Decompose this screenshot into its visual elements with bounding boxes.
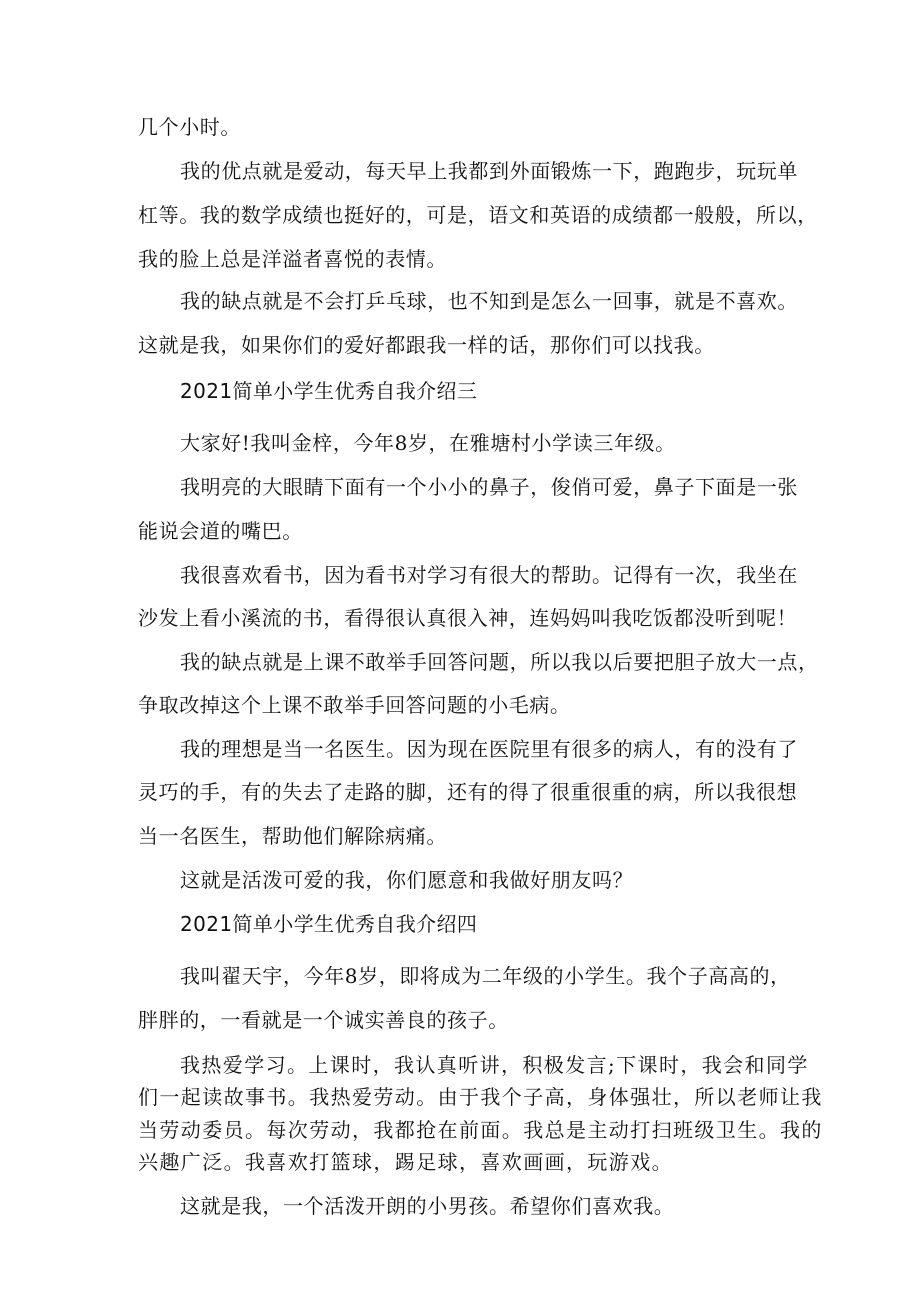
paragraph-line: 当一名医生，帮助他们解除病痛。	[138, 824, 447, 848]
section-heading: 2021简单小学生优秀自我介绍四	[180, 912, 478, 936]
paragraph-line: 我叫翟天宇，今年8岁，即将成为二年级的小学生。我个子高高的，	[180, 964, 791, 988]
paragraph-line: 我的缺点就是不会打乒乓球，也不知到是怎么一回事，就是不喜欢。	[180, 289, 798, 313]
paragraph-line: 我很喜欢看书，因为看书对学习有很大的帮助。记得有一次，我坐在	[180, 563, 798, 587]
section-heading: 2021简单小学生优秀自我介绍三	[180, 379, 478, 403]
paragraph-line: 们一起读故事书。我热爱劳动。由于我个子高，身体强壮，所以老师让我	[138, 1085, 823, 1109]
paragraph-line: 我的优点就是爱动，每天早上我都到外面锻炼一下，跑跑步，玩玩单	[180, 159, 798, 183]
paragraph-line: 胖胖的，一看就是一个诚实善良的孩子。	[138, 1008, 509, 1032]
paragraph-line: 灵巧的手，有的失去了走路的脚，还有的得了很重很重的病，所以我很想	[138, 780, 798, 804]
paragraph-line: 争取改掉这个上课不敢举手回答问题的小毛病。	[138, 693, 571, 717]
paragraph-line: 兴趣广泛。我喜欢打篮球，踢足球，喜欢画画，玩游戏。	[138, 1150, 673, 1174]
paragraph-line: 当劳动委员。每次劳动，我都抢在前面。我总是主动打扫班级卫生。我的	[138, 1118, 823, 1142]
paragraph-line: 能说会道的嘴巴。	[138, 519, 303, 543]
paragraph-line: 沙发上看小溪流的书，看得很认真很入神，连妈妈叫我吃饭都没听到呢！	[138, 606, 798, 630]
paragraph-line: 这就是我，一个活泼开朗的小男孩。希望你们喜欢我。	[180, 1194, 675, 1218]
paragraph-line: 大家好!我叫金梓，今年8岁，在雅塘村小学读三年级。	[180, 431, 676, 455]
paragraph-line: 杠等。我的数学成绩也挺好的，可是，语文和英语的成绩都一般般，所以，	[138, 203, 818, 227]
paragraph-line: 几个小时。	[138, 115, 241, 139]
paragraph-line: 我的理想是当一名医生。因为现在医院里有很多的病人，有的没有了	[180, 737, 798, 761]
paragraph-line: 我热爱学习。上课时，我认真听讲，积极发言;下课时，我会和同学	[180, 1053, 809, 1077]
paragraph-line: 这就是我，如果你们的爱好都跟我一样的话，那你们可以找我。	[138, 333, 715, 357]
paragraph-line: 这就是活泼可爱的我，你们愿意和我做好朋友吗？	[180, 868, 634, 892]
paragraph-line: 我的脸上总是洋溢者喜悦的表情。	[138, 247, 447, 271]
paragraph-line: 我的缺点就是上课不敢举手回答问题，所以我以后要把胆子放大一点，	[180, 650, 819, 674]
paragraph-line: 我明亮的大眼睛下面有一个小小的鼻子，俊俏可爱，鼻子下面是一张	[180, 475, 798, 499]
